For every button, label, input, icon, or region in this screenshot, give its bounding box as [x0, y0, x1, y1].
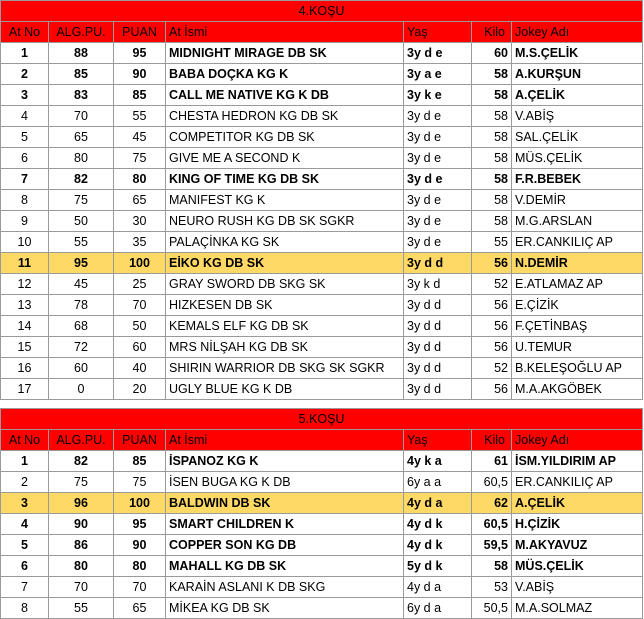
- cell-yas: 4y d k: [404, 535, 472, 556]
- cell-alg-pu: 86: [49, 535, 114, 556]
- cell-at-no: 3: [1, 85, 49, 106]
- cell-at-ismi: COPPER SON KG DB: [166, 535, 404, 556]
- cell-jokey-adi: A.ÇELİK: [512, 493, 643, 514]
- cell-at-ismi: KARAİN ASLANI K DB SKG: [166, 577, 404, 598]
- cell-at-ismi: CHESTA HEDRON KG DB SK: [166, 106, 404, 127]
- cell-alg-pu: 0: [49, 379, 114, 400]
- cell-puan: 45: [114, 127, 166, 148]
- table-row: [1, 274, 643, 295]
- cell-at-ismi: İSPANOZ KG K: [166, 451, 404, 472]
- cell-jokey-adi: M.A.AKGÖBEK: [512, 379, 643, 400]
- column-header-jokey-adi: Jokey Adı: [512, 22, 643, 43]
- column-header-puan: PUAN: [114, 430, 166, 451]
- cell-kilo: 56: [472, 337, 512, 358]
- column-header-yas: Yaş: [404, 22, 472, 43]
- cell-yas: 4y k a: [404, 451, 472, 472]
- cell-yas: 4y d a: [404, 577, 472, 598]
- cell-kilo: 52: [472, 358, 512, 379]
- cell-kilo: 56: [472, 379, 512, 400]
- column-header-at-ismi: At İsmi: [166, 22, 404, 43]
- cell-kilo: 60: [472, 43, 512, 64]
- cell-alg-pu: 45: [49, 274, 114, 295]
- cell-kilo: 56: [472, 295, 512, 316]
- cell-at-ismi: HIZKESEN DB SK: [166, 295, 404, 316]
- cell-alg-pu: 60: [49, 358, 114, 379]
- race-title: 4.KOŞU: [1, 1, 643, 22]
- cell-jokey-adi: ER.CANKILIÇ AP: [512, 472, 643, 493]
- table-row: [1, 232, 643, 253]
- cell-at-no: 2: [1, 64, 49, 85]
- cell-at-ismi: COMPETITOR KG DB SK: [166, 127, 404, 148]
- cell-at-no: 6: [1, 556, 49, 577]
- column-header-jokey-adi: Jokey Adı: [512, 430, 643, 451]
- cell-kilo: 58: [472, 190, 512, 211]
- column-header-alg-pu: ALG.PU.: [49, 22, 114, 43]
- column-header-kilo: Kilo: [472, 22, 512, 43]
- cell-at-ismi: MAHALL KG DB SK: [166, 556, 404, 577]
- cell-at-ismi: BALDWIN DB SK: [166, 493, 404, 514]
- cell-puan: 95: [114, 514, 166, 535]
- cell-kilo: 58: [472, 85, 512, 106]
- cell-jokey-adi: M.AKYAVUZ: [512, 535, 643, 556]
- cell-puan: 60: [114, 337, 166, 358]
- cell-jokey-adi: SAL.ÇELİK: [512, 127, 643, 148]
- cell-jokey-adi: MÜS.ÇELİK: [512, 148, 643, 169]
- cell-yas: 6y d a: [404, 598, 472, 619]
- table-row: [1, 472, 643, 493]
- cell-puan: 35: [114, 232, 166, 253]
- cell-kilo: 58: [472, 169, 512, 190]
- cell-jokey-adi: F.ÇETİNBAŞ: [512, 316, 643, 337]
- cell-alg-pu: 65: [49, 127, 114, 148]
- cell-at-ismi: EİKO KG DB SK: [166, 253, 404, 274]
- cell-at-ismi: İSEN BUGA KG K DB: [166, 472, 404, 493]
- cell-alg-pu: 90: [49, 514, 114, 535]
- cell-kilo: 58: [472, 211, 512, 232]
- cell-jokey-adi: H.ÇİZİK: [512, 514, 643, 535]
- cell-puan: 70: [114, 577, 166, 598]
- table-row: [1, 451, 643, 472]
- table-row: [1, 358, 643, 379]
- cell-at-no: 8: [1, 598, 49, 619]
- cell-at-no: 12: [1, 274, 49, 295]
- table-row: [1, 85, 643, 106]
- table-row: [1, 337, 643, 358]
- cell-jokey-adi: U.TEMUR: [512, 337, 643, 358]
- cell-alg-pu: 55: [49, 598, 114, 619]
- cell-jokey-adi: E.ÇİZİK: [512, 295, 643, 316]
- cell-yas: 3y a e: [404, 64, 472, 85]
- cell-kilo: 58: [472, 556, 512, 577]
- cell-alg-pu: 88: [49, 43, 114, 64]
- cell-kilo: 55: [472, 232, 512, 253]
- cell-at-ismi: NEURO RUSH KG DB SK SGKR: [166, 211, 404, 232]
- cell-puan: 65: [114, 190, 166, 211]
- cell-yas: 3y d e: [404, 232, 472, 253]
- cell-alg-pu: 80: [49, 148, 114, 169]
- cell-alg-pu: 83: [49, 85, 114, 106]
- cell-alg-pu: 95: [49, 253, 114, 274]
- cell-at-ismi: KEMALS ELF KG DB SK: [166, 316, 404, 337]
- cell-kilo: 62: [472, 493, 512, 514]
- table-row: [1, 295, 643, 316]
- cell-puan: 100: [114, 493, 166, 514]
- column-header-alg-pu: ALG.PU.: [49, 430, 114, 451]
- cell-jokey-adi: V.ABİŞ: [512, 106, 643, 127]
- cell-at-ismi: MRS NİLŞAH KG DB SK: [166, 337, 404, 358]
- cell-yas: 6y a a: [404, 472, 472, 493]
- cell-kilo: 61: [472, 451, 512, 472]
- cell-at-no: 17: [1, 379, 49, 400]
- cell-puan: 75: [114, 148, 166, 169]
- cell-puan: 30: [114, 211, 166, 232]
- column-header-kilo: Kilo: [472, 430, 512, 451]
- cell-at-ismi: MIDNIGHT MIRAGE DB SK: [166, 43, 404, 64]
- cell-at-no: 1: [1, 451, 49, 472]
- table-row: [1, 379, 643, 400]
- table-row: [1, 253, 643, 274]
- cell-jokey-adi: MÜS.ÇELİK: [512, 556, 643, 577]
- table-row: [1, 556, 643, 577]
- cell-at-no: 4: [1, 106, 49, 127]
- cell-puan: 100: [114, 253, 166, 274]
- cell-at-no: 7: [1, 169, 49, 190]
- cell-yas: 4y d a: [404, 493, 472, 514]
- cell-at-no: 8: [1, 190, 49, 211]
- column-header-at-no: At No: [1, 430, 49, 451]
- cell-at-ismi: CALL ME NATIVE KG K DB: [166, 85, 404, 106]
- cell-jokey-adi: A.KURŞUN: [512, 64, 643, 85]
- cell-at-no: 10: [1, 232, 49, 253]
- cell-yas: 4y d k: [404, 514, 472, 535]
- column-header-at-ismi: At İsmi: [166, 430, 404, 451]
- cell-alg-pu: 85: [49, 64, 114, 85]
- cell-yas: 3y k e: [404, 85, 472, 106]
- cell-alg-pu: 55: [49, 232, 114, 253]
- table-row: [1, 64, 643, 85]
- cell-kilo: 52: [472, 274, 512, 295]
- cell-at-ismi: BABA DOÇKA KG K: [166, 64, 404, 85]
- cell-at-no: 3: [1, 493, 49, 514]
- table-row: [1, 535, 643, 556]
- cell-yas: 3y d e: [404, 106, 472, 127]
- cell-at-ismi: MİKEA KG DB SK: [166, 598, 404, 619]
- table-row: [1, 106, 643, 127]
- cell-puan: 55: [114, 106, 166, 127]
- cell-at-ismi: SMART CHILDREN K: [166, 514, 404, 535]
- table-row: [1, 514, 643, 535]
- cell-alg-pu: 78: [49, 295, 114, 316]
- cell-kilo: 58: [472, 148, 512, 169]
- cell-at-no: 5: [1, 535, 49, 556]
- cell-jokey-adi: M.G.ARSLAN: [512, 211, 643, 232]
- cell-jokey-adi: V.DEMİR: [512, 190, 643, 211]
- cell-alg-pu: 72: [49, 337, 114, 358]
- cell-yas: 3y d d: [404, 316, 472, 337]
- table-row: [1, 211, 643, 232]
- cell-kilo: 56: [472, 316, 512, 337]
- cell-jokey-adi: İSM.YILDIRIM AP: [512, 451, 643, 472]
- cell-jokey-adi: ER.CANKILIÇ AP: [512, 232, 643, 253]
- cell-jokey-adi: B.KELEŞOĞLU AP: [512, 358, 643, 379]
- cell-alg-pu: 82: [49, 169, 114, 190]
- column-header-yas: Yaş: [404, 430, 472, 451]
- cell-jokey-adi: F.R.BEBEK: [512, 169, 643, 190]
- cell-yas: 3y d d: [404, 253, 472, 274]
- column-header-at-no: At No: [1, 22, 49, 43]
- cell-at-no: 9: [1, 211, 49, 232]
- cell-at-ismi: GRAY SWORD DB SKG SK: [166, 274, 404, 295]
- cell-kilo: 59,5: [472, 535, 512, 556]
- race-title: 5.KOŞU: [1, 409, 643, 430]
- cell-alg-pu: 70: [49, 577, 114, 598]
- cell-alg-pu: 80: [49, 556, 114, 577]
- table-row: [1, 493, 643, 514]
- cell-puan: 75: [114, 472, 166, 493]
- cell-yas: 3y d e: [404, 211, 472, 232]
- column-header-puan: PUAN: [114, 22, 166, 43]
- cell-puan: 65: [114, 598, 166, 619]
- cell-alg-pu: 68: [49, 316, 114, 337]
- cell-yas: 3y d d: [404, 337, 472, 358]
- cell-yas: 3y d e: [404, 169, 472, 190]
- cell-at-ismi: UGLY BLUE KG K DB: [166, 379, 404, 400]
- cell-yas: 5y d k: [404, 556, 472, 577]
- cell-puan: 85: [114, 85, 166, 106]
- cell-at-ismi: PALAÇİNKA KG SK: [166, 232, 404, 253]
- cell-yas: 3y d d: [404, 379, 472, 400]
- cell-at-no: 7: [1, 577, 49, 598]
- table-row: [1, 169, 643, 190]
- cell-puan: 85: [114, 451, 166, 472]
- cell-kilo: 50,5: [472, 598, 512, 619]
- cell-at-no: 5: [1, 127, 49, 148]
- cell-puan: 40: [114, 358, 166, 379]
- cell-yas: 3y d d: [404, 358, 472, 379]
- cell-at-no: 14: [1, 316, 49, 337]
- cell-jokey-adi: M.A.SOLMAZ: [512, 598, 643, 619]
- table-row: [1, 190, 643, 211]
- cell-yas: 3y d e: [404, 190, 472, 211]
- cell-puan: 25: [114, 274, 166, 295]
- table-row: [1, 577, 643, 598]
- cell-alg-pu: 75: [49, 190, 114, 211]
- cell-puan: 80: [114, 169, 166, 190]
- cell-puan: 95: [114, 43, 166, 64]
- cell-at-ismi: GIVE ME A SECOND K: [166, 148, 404, 169]
- cell-kilo: 60,5: [472, 514, 512, 535]
- table-row: [1, 316, 643, 337]
- cell-puan: 70: [114, 295, 166, 316]
- cell-jokey-adi: N.DEMİR: [512, 253, 643, 274]
- cell-at-no: 11: [1, 253, 49, 274]
- cell-kilo: 56: [472, 253, 512, 274]
- cell-at-no: 2: [1, 472, 49, 493]
- cell-at-no: 1: [1, 43, 49, 64]
- cell-puan: 90: [114, 535, 166, 556]
- cell-kilo: 60,5: [472, 472, 512, 493]
- table-row: [1, 127, 643, 148]
- section-gap: [0, 400, 644, 408]
- cell-alg-pu: 50: [49, 211, 114, 232]
- cell-puan: 20: [114, 379, 166, 400]
- cell-yas: 3y d e: [404, 43, 472, 64]
- cell-kilo: 58: [472, 127, 512, 148]
- cell-at-no: 16: [1, 358, 49, 379]
- cell-at-no: 15: [1, 337, 49, 358]
- cell-puan: 50: [114, 316, 166, 337]
- cell-alg-pu: 70: [49, 106, 114, 127]
- cell-puan: 80: [114, 556, 166, 577]
- cell-at-no: 6: [1, 148, 49, 169]
- cell-at-ismi: KING OF TIME KG DB SK: [166, 169, 404, 190]
- cell-alg-pu: 75: [49, 472, 114, 493]
- cell-kilo: 58: [472, 64, 512, 85]
- race-table: [0, 408, 643, 619]
- cell-at-no: 13: [1, 295, 49, 316]
- table-row: [1, 148, 643, 169]
- cell-at-ismi: SHIRIN WARRIOR DB SKG SK SGKR: [166, 358, 404, 379]
- cell-yas: 3y k d: [404, 274, 472, 295]
- cell-yas: 3y d e: [404, 127, 472, 148]
- cell-yas: 3y d d: [404, 295, 472, 316]
- cell-jokey-adi: M.S.ÇELİK: [512, 43, 643, 64]
- cell-kilo: 53: [472, 577, 512, 598]
- cell-at-ismi: MANIFEST KG K: [166, 190, 404, 211]
- cell-puan: 90: [114, 64, 166, 85]
- cell-kilo: 58: [472, 106, 512, 127]
- cell-at-no: 4: [1, 514, 49, 535]
- table-row: [1, 598, 643, 619]
- cell-alg-pu: 96: [49, 493, 114, 514]
- table-row: [1, 43, 643, 64]
- cell-yas: 3y d e: [404, 148, 472, 169]
- cell-alg-pu: 82: [49, 451, 114, 472]
- cell-jokey-adi: E.ATLAMAZ AP: [512, 274, 643, 295]
- cell-jokey-adi: V.ABİŞ: [512, 577, 643, 598]
- cell-jokey-adi: A.ÇELİK: [512, 85, 643, 106]
